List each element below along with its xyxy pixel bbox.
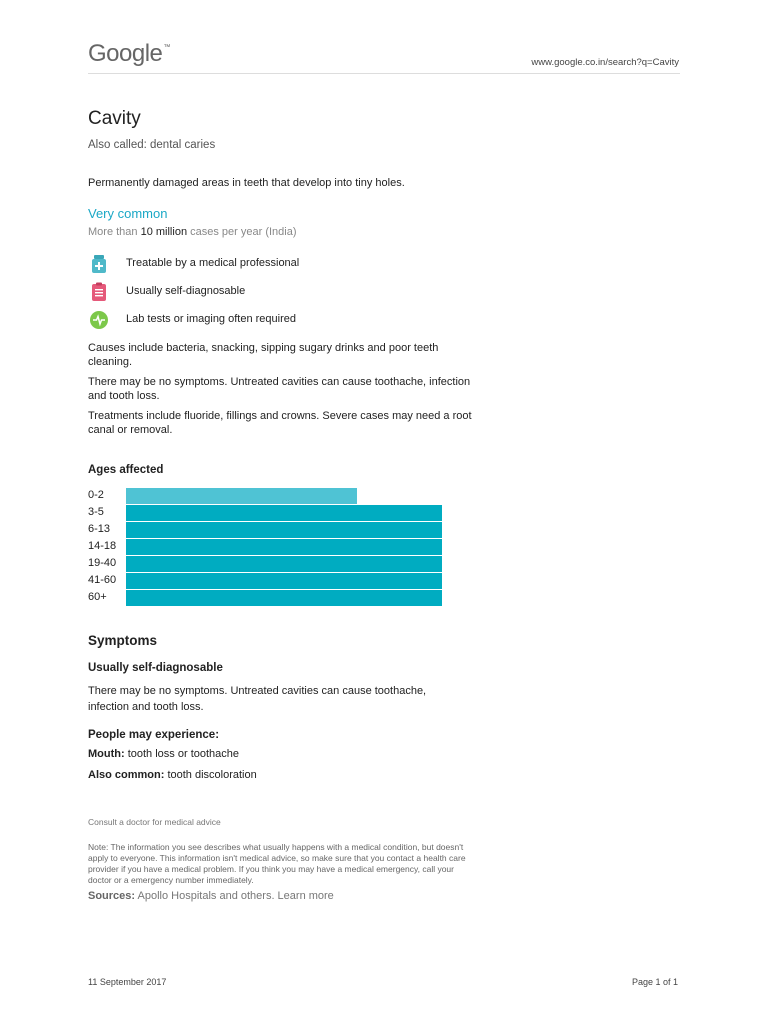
- age-group-label: 60+: [88, 591, 107, 603]
- feature-label: Usually self-diagnosable: [126, 285, 246, 297]
- symptoms-text: There may be no symptoms. Untreated cavities can cause toothache, infection and tooth loss.: [88, 685, 427, 713]
- experience-heading: People may experience:: [88, 729, 220, 741]
- common-symptoms: [88, 769, 257, 781]
- age-group-bar: [126, 590, 442, 606]
- condition-title: Cavity: [88, 108, 141, 129]
- page-url: www.google.co.in/search?q=Cavity: [531, 57, 679, 68]
- feature-self-diagnosable: [88, 281, 488, 303]
- cases-per-year: [88, 226, 297, 238]
- sources-value[interactable]: Apollo Hospitals and others. Learn more: [135, 890, 334, 902]
- feature-treatable: [88, 253, 488, 275]
- symptoms-subheading: Usually self-diagnosable: [88, 662, 223, 674]
- symptoms-heading: Symptoms: [88, 633, 158, 648]
- mouth-symptoms: [88, 748, 239, 760]
- age-group-label: 3-5: [88, 506, 104, 518]
- age-group-label: 0-2: [88, 489, 104, 501]
- age-group-bar: [126, 488, 357, 504]
- age-group-label: 19-40: [88, 557, 117, 569]
- causes-paragraph: Causes include bacteria, snacking, sipping sugary drinks and poor teeth cleaning.: [88, 342, 439, 368]
- condition-description: Permanently damaged areas in teeth that develop into tiny holes.: [88, 177, 405, 189]
- google-logo: [88, 40, 170, 68]
- age-group-bar: [126, 522, 442, 538]
- mouth-value: tooth loss or toothache: [124, 748, 240, 760]
- cases-suffix: cases per year (India): [187, 226, 297, 238]
- disclaimer-note: Note: The information you see describes what usually happens with a medical condition, but doesn't apply to everyone. This information isn't medical advice, so make sure that you contact a health care provider if you have a medical problem. If you think you may have a medical emergency, call your doctor or a emergency number immediately.: [88, 842, 466, 885]
- age-group-label: 41-60: [88, 574, 117, 586]
- also-called: Also called: dental caries: [88, 139, 216, 151]
- age-group-bar: [126, 505, 442, 521]
- lab-test-icon: [88, 309, 110, 331]
- frequency-label: Very common: [88, 206, 168, 221]
- age-group-bar: [126, 539, 442, 555]
- header-divider: [88, 73, 680, 74]
- age-group-bar: [126, 573, 442, 589]
- print-date: 11 September 2017: [88, 977, 167, 987]
- logo-text: Google: [88, 40, 163, 67]
- medical-kit-icon: [88, 253, 110, 275]
- feature-lab-tests: [88, 309, 488, 331]
- cases-prefix: More than: [88, 226, 141, 238]
- mouth-label: Mouth:: [88, 748, 125, 760]
- clipboard-icon: [88, 281, 110, 303]
- feature-label: Treatable by a medical professional: [126, 257, 300, 269]
- age-group-bar: [126, 556, 442, 572]
- consult-note: Consult a doctor for medical advice: [88, 817, 221, 827]
- age-group-label: 14-18: [88, 540, 117, 552]
- symptoms-summary-paragraph: There may be no symptoms. Untreated cavities can cause toothache, infection and tooth loss.: [88, 376, 471, 402]
- logo-trademark: ™: [163, 44, 170, 51]
- common-label: Also common:: [88, 769, 165, 781]
- cases-value: 10 million: [140, 226, 188, 238]
- age-group-label: 6-13: [88, 523, 111, 535]
- sources: [88, 890, 334, 902]
- treatments-paragraph: Treatments include fluoride, fillings and crowns. Severe cases may need a root canal or removal.: [88, 410, 472, 436]
- feature-label: Lab tests or imaging often required: [126, 313, 296, 325]
- ages-heading: Ages affected: [88, 464, 164, 476]
- sources-label: Sources:: [88, 890, 136, 902]
- common-value: tooth discoloration: [164, 769, 257, 781]
- page-number: Page 1 of 1: [631, 977, 678, 987]
